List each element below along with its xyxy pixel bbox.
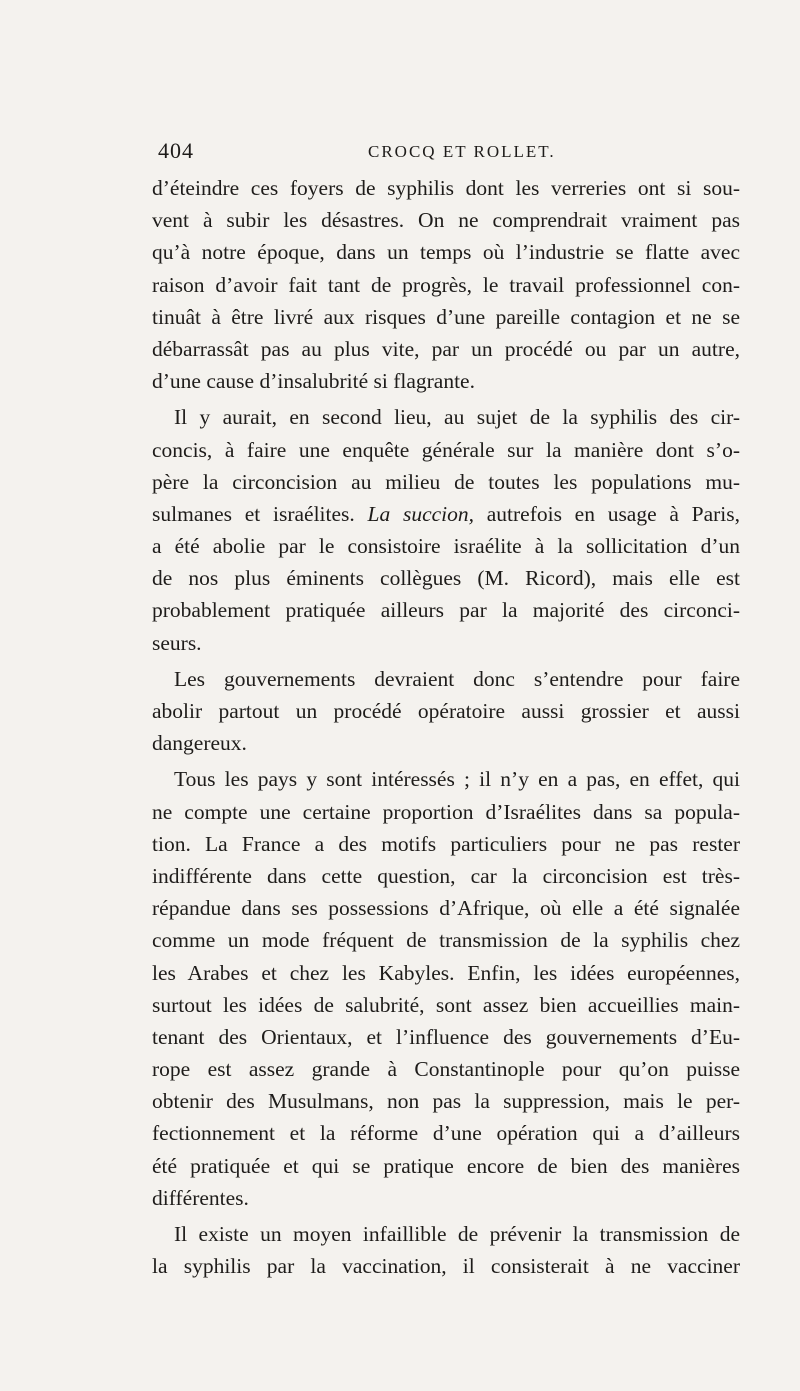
text-line-mixed [152, 498, 740, 530]
running-head [152, 138, 740, 168]
body-text [152, 172, 740, 1282]
text-segment: autrefois en usage à Paris, [486, 501, 741, 526]
text-line: ne compte une certaine proportion d’Israélites dans sa popula- [152, 799, 740, 824]
text-line: dangereux. [152, 731, 247, 756]
text-segment: sulmanes et israélites. [152, 501, 355, 526]
text-line: probablement pratiquée ailleurs par la majorité des circonci- [152, 598, 740, 623]
text-line: obtenir des Musulmans, non pas la suppression, mais le per- [152, 1089, 740, 1114]
text-line: concis, à faire une enquête générale sur la manière dont s’o- [152, 437, 740, 462]
text-line: tenant des Orientaux, et l’influence des gouvernements d’Eu- [152, 1024, 740, 1049]
text-line: abolir partout un procédé opératoire aussi grossier et aussi [152, 699, 740, 723]
text-line: surtout les idées de salubrité, sont assez bien accueillies main- [152, 992, 740, 1017]
text-line: Les gouvernements devraient donc s’entendre pour faire [174, 666, 740, 691]
text-line: fectionnement et la réforme d’une opération qui a d’ailleurs [152, 1121, 740, 1146]
text-line: père la circoncision au milieu de toutes les populations mu- [152, 469, 740, 494]
text-line: d’une cause d’insalubrité si flagrante. [152, 369, 475, 394]
text-line: répandue dans ses possessions d’Afrique, où elle a été signalée [152, 896, 740, 921]
text-line: seurs. [152, 630, 202, 655]
text-line: différentes. [152, 1185, 249, 1210]
text-line: indifférente dans cette question, car la circoncision est très- [152, 863, 740, 888]
text-line: vent à subir les désastres. On ne comprendrait vraiment pas [152, 208, 740, 233]
text-line: tion. La France a des motifs particuliers pour ne pas rester [152, 831, 740, 856]
text-line: débarrassât pas au plus vite, par un procédé ou par un autre, [152, 336, 740, 361]
text-line: rope est assez grande à Constantinople pour qu’on puisse [152, 1057, 740, 1082]
text-line: d’éteindre ces foyers de syphilis dont les verreries ont si sou- [152, 176, 740, 200]
text-line: de nos plus éminents collègues (M. Ricord), mais elle est [152, 566, 740, 591]
italic-term: La succion, [367, 501, 474, 526]
text-line: Il y aurait, en second lieu, au sujet de la syphilis des cir- [174, 405, 740, 430]
text-line: tinuât à être livré aux risques d’une pareille contagion et ne se [152, 304, 740, 329]
page-number: 404 [158, 138, 194, 163]
text-line: qu’à notre époque, dans un temps où l’industrie se flatte avec [152, 240, 740, 265]
text-line: Il existe un moyen infaillible de prévenir la transmission de [174, 1222, 740, 1246]
text-line: la syphilis par la vaccination, il consisterait à ne vacciner [152, 1254, 740, 1279]
text-line: les Arabes et chez les Kabyles. Enfin, les idées européennes, [152, 960, 740, 985]
running-title: CROCQ ET ROLLET. [368, 142, 556, 161]
text-line: raison d’avoir fait tant de progrès, le travail professionnel con- [152, 272, 740, 297]
text-line: a été abolie par le consistoire israélite à la sollicitation d’un [152, 534, 740, 559]
text-line: comme un mode fréquent de transmission de la syphilis chez [152, 928, 740, 953]
text-line: été pratiquée et qui se pratique encore de bien des manières [152, 1153, 740, 1178]
text-line: Tous les pays y sont intéressés ; il n’y en a pas, en effet, qui [174, 767, 740, 792]
